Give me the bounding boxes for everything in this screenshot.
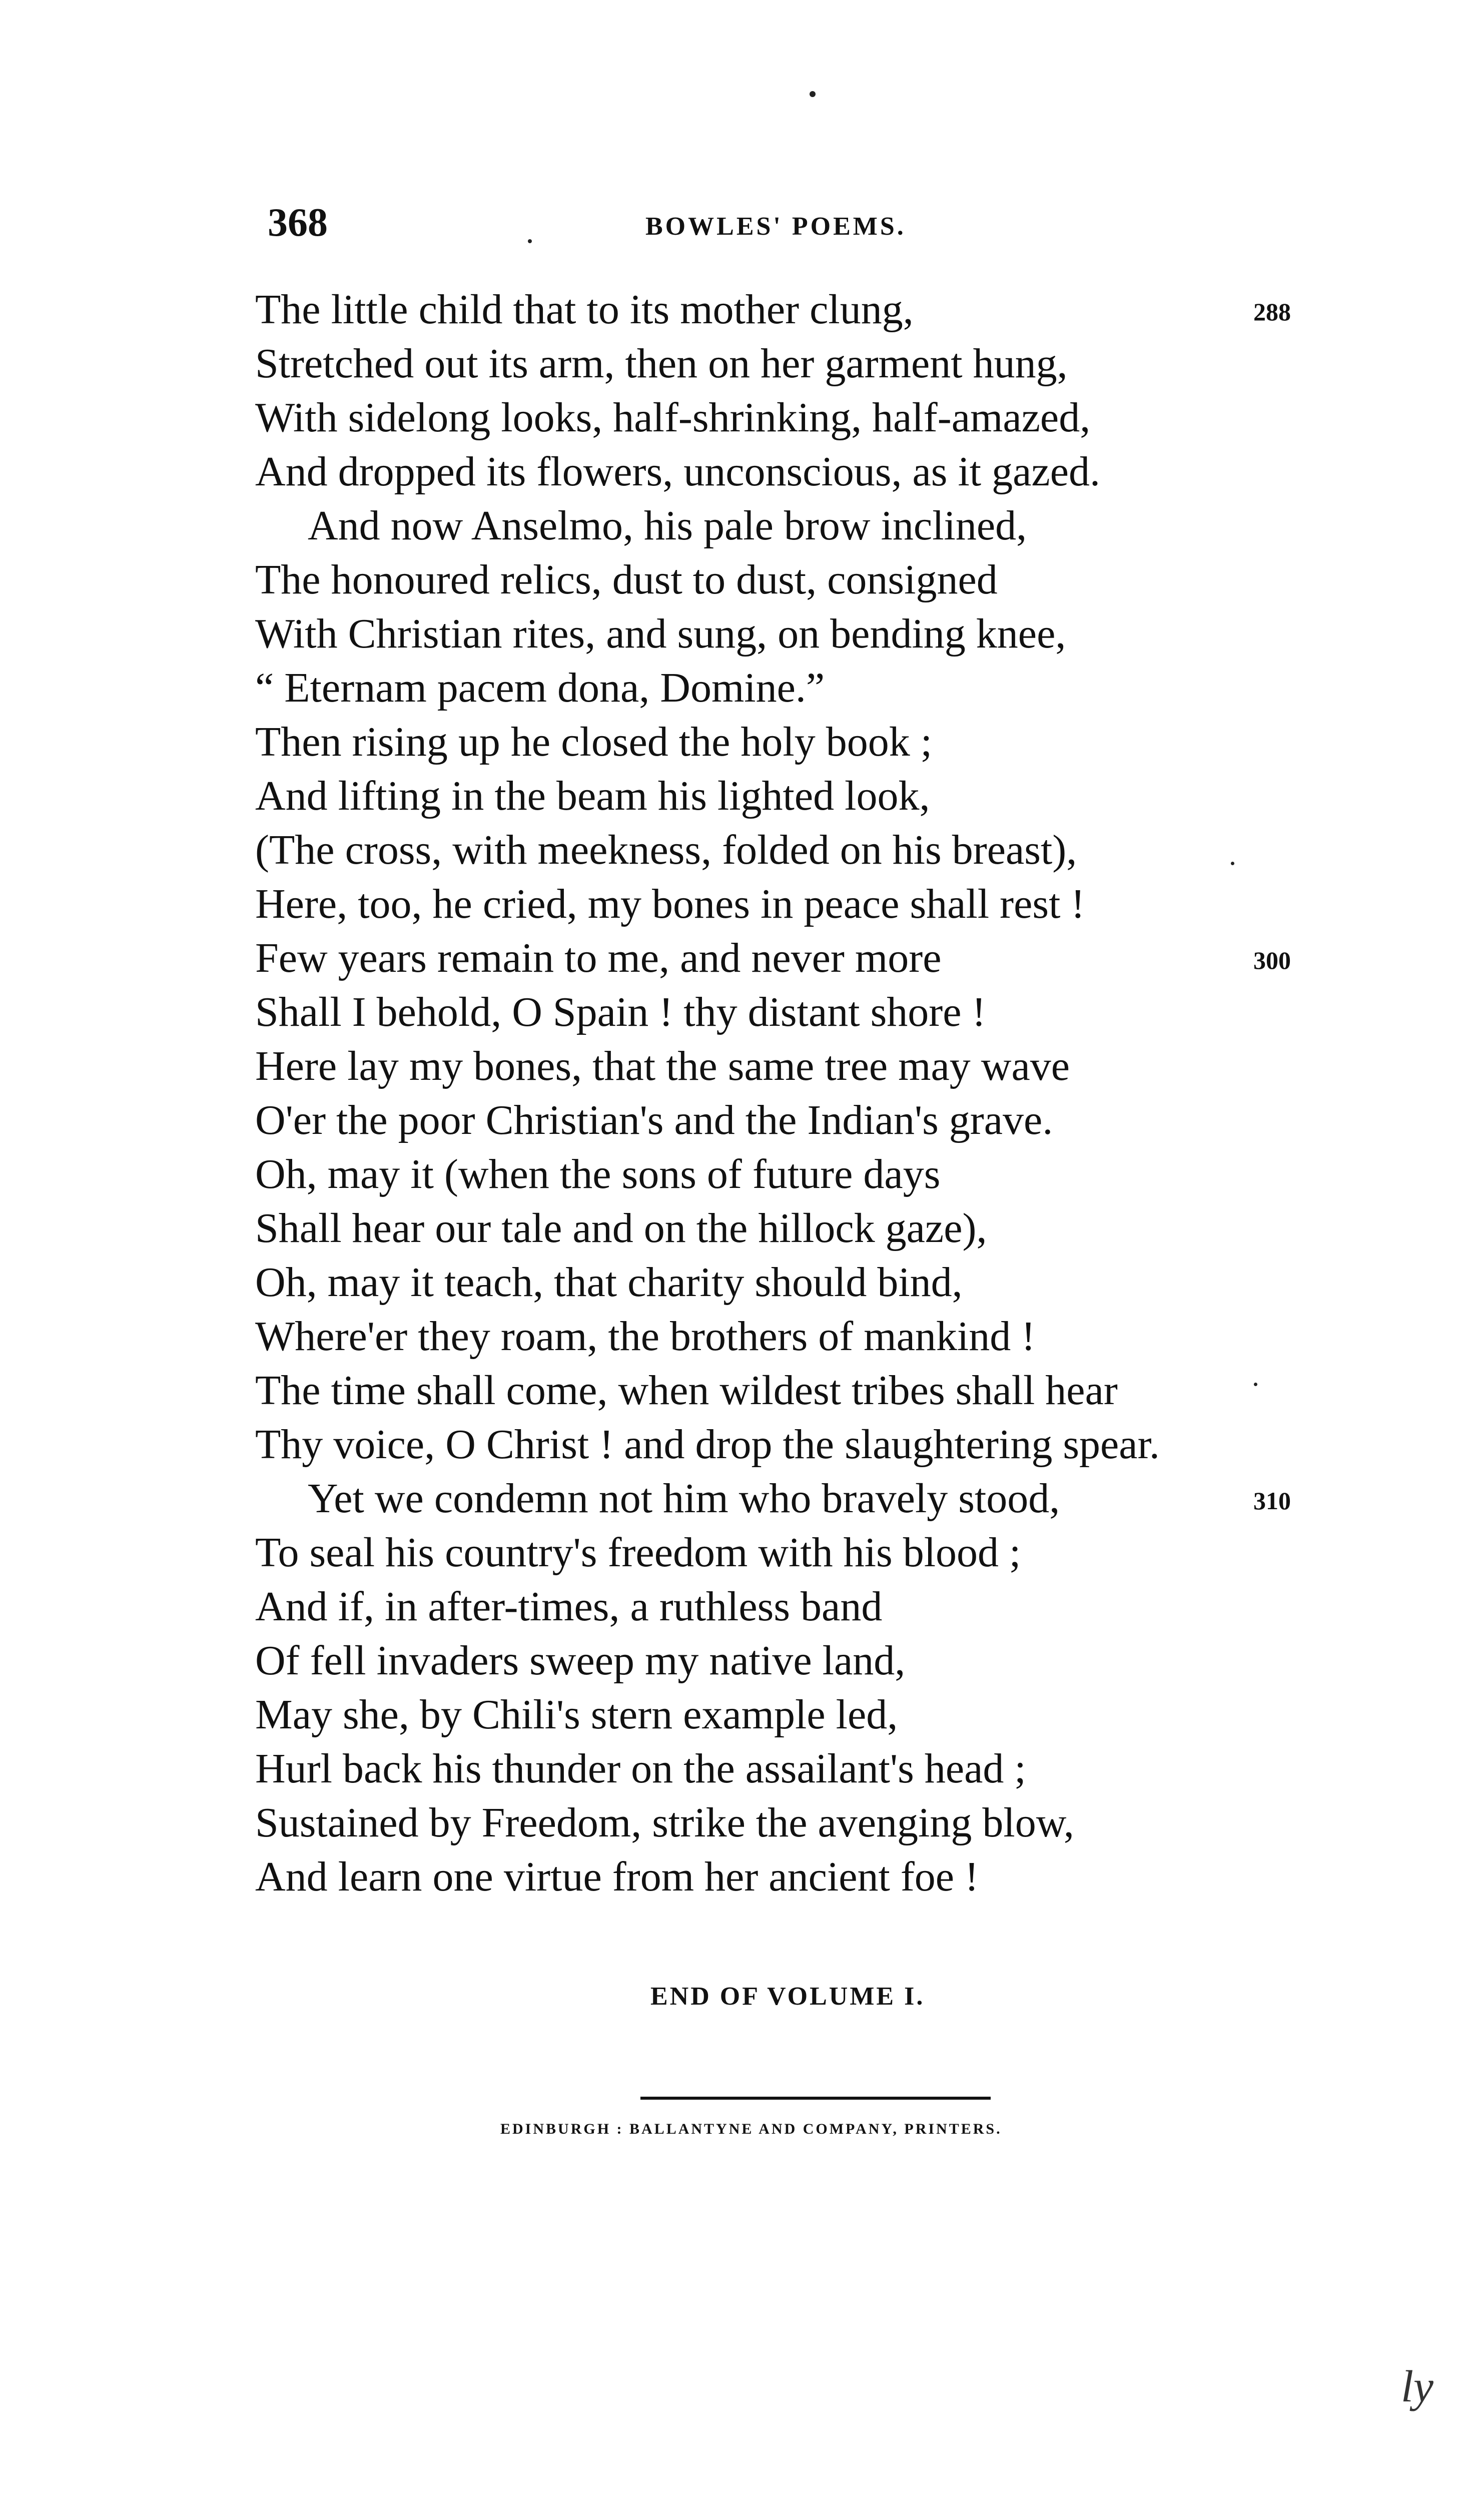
poem-line bbox=[255, 1310, 1456, 1364]
horizontal-rule bbox=[640, 2097, 991, 2100]
printer-imprint: EDINBURGH : BALLANTYNE AND COMPANY, PRINTERS. bbox=[500, 2121, 1002, 2137]
poem-line-text: Where'er they roam, the brothers of mankind ! bbox=[255, 1313, 1036, 1360]
poem-line bbox=[255, 283, 1456, 337]
poem-line bbox=[255, 1039, 1456, 1093]
line-number: 288 bbox=[1253, 298, 1291, 326]
poem-line bbox=[255, 661, 1456, 715]
poem-line-text: With sidelong looks, half-shrinking, half-amazed, bbox=[255, 394, 1091, 441]
poem-line bbox=[255, 823, 1456, 877]
poem-line-text: Stretched out its arm, then on her garment hung, bbox=[255, 340, 1068, 387]
poem-line-text: “ Eternam pacem dona, Domine.” bbox=[255, 665, 825, 711]
poem-line bbox=[255, 1742, 1456, 1796]
poem-line bbox=[255, 1147, 1456, 1201]
poem-line-text: The time shall come, when wildest tribes shall hear bbox=[255, 1367, 1118, 1414]
end-of-volume-note: END OF VOLUME I. bbox=[650, 1982, 925, 2011]
poem-line-text: Shall hear our tale and on the hillock gaze), bbox=[255, 1205, 987, 1252]
poem-line-text: May she, by Chili's stern example led, bbox=[255, 1691, 898, 1738]
poem-line bbox=[255, 1526, 1456, 1580]
poem-line bbox=[255, 391, 1456, 445]
line-number: 310 bbox=[1253, 1487, 1291, 1515]
poem-line-text: With Christian rites, and sung, on bending knee, bbox=[255, 610, 1066, 657]
poem-line-text: And learn one virtue from her ancient foe ! bbox=[255, 1853, 979, 1900]
poem-line bbox=[255, 1093, 1456, 1147]
poem-line-text: Yet we condemn not him who bravely stood, bbox=[308, 1475, 1060, 1522]
poem-line-text: Shall I behold, O Spain ! thy distant shore ! bbox=[255, 989, 986, 1035]
poem-line-text: Here lay my bones, that the same tree may wave bbox=[255, 1043, 1070, 1089]
poem-line bbox=[255, 1580, 1456, 1634]
poem-line bbox=[255, 1472, 1456, 1526]
poem-line bbox=[255, 553, 1456, 607]
ink-speck bbox=[810, 91, 816, 97]
poem-line bbox=[255, 445, 1456, 499]
poem-body bbox=[255, 283, 1456, 1904]
poem-line-text: Few years remain to me, and never more bbox=[255, 935, 942, 981]
page-number: 368 bbox=[268, 201, 328, 245]
poem-line bbox=[255, 1850, 1456, 1904]
poem-line bbox=[255, 985, 1456, 1039]
poem-line bbox=[255, 1688, 1456, 1742]
poem-line bbox=[255, 877, 1456, 931]
poem-line bbox=[255, 1201, 1456, 1256]
poem-line bbox=[255, 607, 1456, 661]
poem-line-text: Sustained by Freedom, strike the avenging blow, bbox=[255, 1799, 1074, 1846]
poem-line-text: Oh, may it teach, that charity should bind, bbox=[255, 1259, 963, 1306]
poem-line-text: Here, too, he cried, my bones in peace shall rest ! bbox=[255, 881, 1085, 927]
poem-line-text: To seal his country's freedom with his blood ; bbox=[255, 1529, 1021, 1576]
poem-line bbox=[255, 1796, 1456, 1850]
poem-line-text: And now Anselmo, his pale brow inclined, bbox=[308, 502, 1027, 549]
poem-line bbox=[255, 769, 1456, 823]
poem-line-text: Hurl back his thunder on the assailant's head ; bbox=[255, 1745, 1026, 1792]
poem-line-text: Of fell invaders sweep my native land, bbox=[255, 1637, 906, 1684]
poem-line-text: And dropped its flowers, unconscious, as it gazed. bbox=[255, 448, 1100, 495]
handwritten-mark: ly bbox=[1401, 2362, 1433, 2411]
poem-line bbox=[255, 1418, 1456, 1472]
poem-line-text: Oh, may it (when the sons of future days bbox=[255, 1151, 941, 1197]
poem-line bbox=[255, 1364, 1456, 1418]
poem-line-text: The little child that to its mother clung, bbox=[255, 286, 914, 333]
line-number: 300 bbox=[1253, 946, 1291, 974]
poem-line bbox=[255, 1256, 1456, 1310]
poem-line-text: Thy voice, O Christ ! and drop the slaughtering spear. bbox=[255, 1421, 1160, 1468]
poem-line-text: O'er the poor Christian's and the Indian's grave. bbox=[255, 1097, 1053, 1143]
poem-line-text: (The cross, with meekness, folded on his breast), bbox=[255, 827, 1077, 873]
poem-line bbox=[255, 715, 1456, 769]
poem-line-text: The honoured relics, dust to dust, consigned bbox=[255, 556, 998, 603]
poem-line bbox=[255, 499, 1456, 553]
poem-line bbox=[255, 1634, 1456, 1688]
poem-line bbox=[255, 931, 1456, 985]
poem-line-text: Then rising up he closed the holy book ; bbox=[255, 719, 933, 765]
running-title: BOWLES' POEMS. bbox=[645, 212, 906, 241]
poem-line bbox=[255, 337, 1456, 391]
poem-line-text: And lifting in the beam his lighted look, bbox=[255, 773, 930, 819]
poem-line-text: And if, in after-times, a ruthless band bbox=[255, 1583, 883, 1630]
running-head bbox=[0, 195, 1484, 250]
